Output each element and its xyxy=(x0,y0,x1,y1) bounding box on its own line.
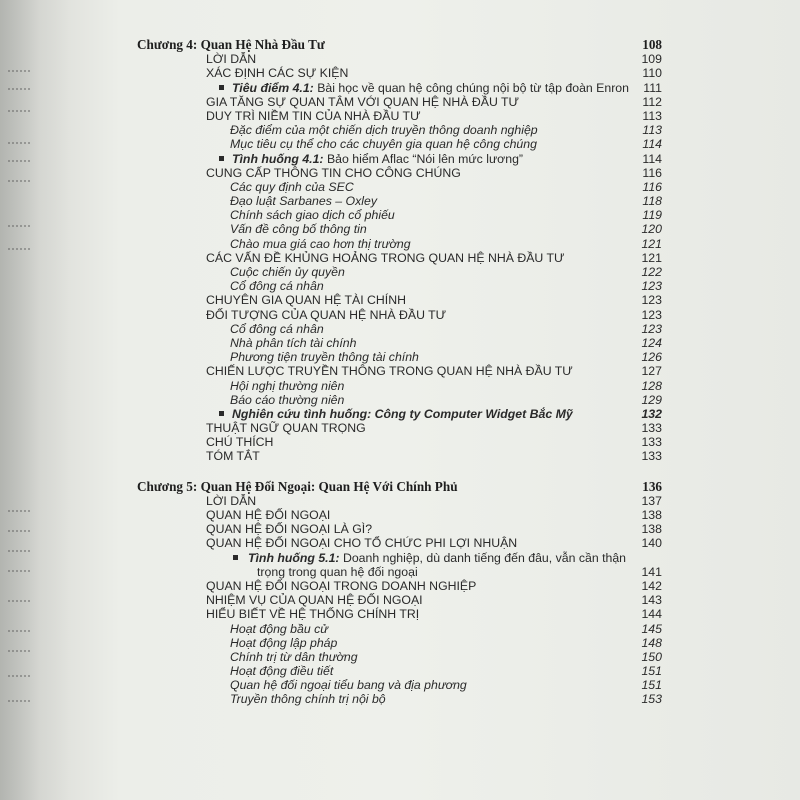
toc-entry-page: 133 xyxy=(641,449,662,464)
toc-entry-title xyxy=(230,222,367,236)
toc-entry-page: 123 xyxy=(641,293,662,308)
toc-entry-title xyxy=(206,435,273,449)
toc-entry-page: 111 xyxy=(643,80,662,95)
toc-entry-text: HIỂU BIẾT VỀ HỆ THỐNG CHÍNH TRỊ xyxy=(206,607,420,622)
toc-entry-title xyxy=(206,607,419,621)
toc-entry-title xyxy=(230,379,344,393)
toc-entry-text: LỜI DẪN xyxy=(206,493,257,508)
toc-entry-title xyxy=(206,52,256,66)
toc-entry-title xyxy=(230,393,344,407)
toc-entry-title xyxy=(230,350,419,364)
toc-entry-text: Cổ đông cá nhân xyxy=(230,321,324,336)
toc-entry-title xyxy=(206,95,519,109)
toc-entry xyxy=(137,650,662,664)
toc-entry xyxy=(137,123,662,137)
toc-entry-page: 114 xyxy=(642,151,662,166)
chapter-4-entries xyxy=(137,52,662,463)
toc-entry-title xyxy=(230,664,333,678)
toc-entry xyxy=(137,593,662,607)
toc-entry-page: 112 xyxy=(642,94,662,109)
square-bullet-icon xyxy=(219,85,224,90)
toc-entry-title xyxy=(230,336,356,350)
toc-entry-text: Các quy định của SEC xyxy=(230,179,354,194)
toc-entry-text: QUAN HỆ ĐỐI NGOẠI xyxy=(206,508,331,522)
toc-entry-title xyxy=(230,322,324,336)
toc-entry-title xyxy=(230,622,328,636)
toc-entry-title xyxy=(206,421,366,435)
toc-entry xyxy=(137,336,662,350)
toc-entry-title xyxy=(257,565,418,579)
chapter-5-entries xyxy=(137,494,662,707)
toc-entry-text: Hoạt động điều tiết xyxy=(230,664,334,679)
toc-entry-text: Cổ đông cá nhân xyxy=(230,279,324,294)
square-bullet-icon xyxy=(219,411,224,416)
toc-entry xyxy=(137,364,662,378)
toc-entry-text: Cuộc chiến ủy quyền xyxy=(230,265,345,279)
toc-entry-text: XÁC ĐỊNH CÁC SỰ KIỆN xyxy=(206,66,349,81)
toc-entry-page: 124 xyxy=(641,335,662,350)
toc-entry-text: CHÚ THÍCH xyxy=(206,435,274,450)
toc-entry-text: Bài học về quan hệ công chúng nội bộ từ tập đoàn Enron xyxy=(313,80,629,95)
toc-entry xyxy=(137,421,662,435)
toc-entry-page: 127 xyxy=(641,364,662,379)
toc-entry-page: 110 xyxy=(642,66,662,81)
toc-entry xyxy=(137,137,662,151)
toc-entry-title xyxy=(206,536,517,550)
facing-page-mark xyxy=(8,590,30,602)
toc-entry xyxy=(137,293,662,307)
toc-entry-text: DUY TRÌ NIỀM TIN CỦA NHÀ ĐẦU TƯ xyxy=(206,108,421,123)
toc-entry-title xyxy=(230,123,538,137)
toc-entry-page: 129 xyxy=(641,392,662,407)
toc-entry-page: 153 xyxy=(641,692,662,707)
toc-entry-text: Đặc điểm của một chiến dịch truyền thông doanh nghiệp xyxy=(230,123,538,138)
toc-entry-text: Phương tiện truyền thông tài chính xyxy=(230,350,419,365)
toc-entry xyxy=(137,194,662,208)
facing-page-mark xyxy=(8,520,30,532)
toc-entry-page: 120 xyxy=(641,222,662,237)
chapter-title: Chương 5: Quan Hệ Đối Ngoại: Quan Hệ Với Chính Phủ xyxy=(137,478,458,494)
toc-entry xyxy=(137,350,662,364)
toc-entry-page: 138 xyxy=(641,522,662,537)
toc-entry-title xyxy=(206,522,372,536)
toc-entry xyxy=(137,449,662,463)
toc-entry-text: Doanh nghiệp, dù danh tiếng đến đâu, vẫn cần thận xyxy=(339,550,627,565)
toc-entry-text: NHIỆM VỤ CỦA QUAN HỆ ĐỐI NGOẠI xyxy=(206,593,423,608)
toc-entry-text: Vấn đề công bố thông tin xyxy=(230,222,367,237)
toc-entry xyxy=(137,95,662,109)
toc-entry-page: 143 xyxy=(641,593,662,608)
toc-entry-title xyxy=(230,265,345,279)
toc-entry-title xyxy=(230,137,537,151)
toc-entry-page: 148 xyxy=(641,635,662,650)
toc-entry-text: ĐỐI TƯỢNG CỦA QUAN HỆ NHÀ ĐẦU TƯ xyxy=(206,307,447,322)
toc-entry-title xyxy=(230,678,467,692)
toc-entry-text: TÓM TẮT xyxy=(206,449,260,464)
toc-entry-page: 116 xyxy=(642,165,662,180)
facing-page-mark xyxy=(8,560,30,572)
toc-entry-text: LỜI DẪN xyxy=(206,52,257,67)
toc-entry-page: 133 xyxy=(641,435,662,450)
toc-entry-text: Truyền thông chính trị nội bộ xyxy=(230,692,386,707)
toc-entry xyxy=(137,152,662,166)
toc-entry xyxy=(137,52,662,66)
toc-entry-page: 137 xyxy=(641,493,662,508)
toc-entry-title xyxy=(206,579,476,593)
toc-entry-title xyxy=(230,279,324,293)
toc-entry-text: Quan hệ đối ngoại tiểu bang và địa phương xyxy=(230,678,467,693)
toc-entry xyxy=(137,607,662,621)
toc-entry-page: 142 xyxy=(641,578,662,593)
chapter-page: 136 xyxy=(642,478,662,494)
toc-entry xyxy=(137,508,662,522)
toc-entry-text: Bảo hiểm Aflac “Nói lên mức lương” xyxy=(323,151,524,166)
toc-entry xyxy=(137,180,662,194)
toc-entry xyxy=(137,678,662,692)
toc-entry xyxy=(137,536,662,550)
toc-entry-title xyxy=(219,407,573,421)
toc-entry-title xyxy=(233,551,626,565)
toc-entry-text: Chính sách giao dịch cổ phiếu xyxy=(230,208,395,223)
toc-entry-title xyxy=(230,180,354,194)
facing-page-bleed xyxy=(0,0,70,800)
facing-page-mark xyxy=(8,690,30,702)
toc-entry-page: 122 xyxy=(641,265,662,279)
chapter-page: 108 xyxy=(642,37,662,52)
toc-entry-text: trọng trong quan hệ đối ngoại xyxy=(257,564,418,579)
toc-entry-title xyxy=(206,166,461,180)
toc-entry-title xyxy=(206,308,446,322)
toc-entry xyxy=(137,322,662,336)
toc-entry-text: Hoạt động bầu cử xyxy=(230,621,329,636)
facing-page-mark xyxy=(8,665,30,677)
square-bullet-icon xyxy=(233,555,238,560)
toc-entry-text: Chính trị từ dân thường xyxy=(230,649,358,664)
facing-page-mark xyxy=(8,150,30,162)
toc-entry-text: Mục tiêu cụ thể cho các chuyên gia quan hệ công chúng xyxy=(230,137,537,152)
toc-entry-page: 145 xyxy=(641,621,662,636)
toc-entry-title xyxy=(206,508,330,522)
toc-entry xyxy=(137,622,662,636)
toc-entry-label: Tình huống 5.1: xyxy=(248,550,340,565)
toc-entry-page: 113 xyxy=(642,123,662,138)
toc-entry-text: Hội nghị thường niên xyxy=(230,378,345,393)
table-of-contents xyxy=(137,38,662,707)
toc-entry-text: CUNG CẤP THÔNG TIN CHO CÔNG CHÚNG xyxy=(206,165,461,180)
toc-entry-text: Chào mua giá cao hơn thị trường xyxy=(230,236,411,251)
toc-entry-title xyxy=(206,593,423,607)
toc-entry-page: 140 xyxy=(641,536,662,551)
chapter-title: Chương 4: Quan Hệ Nhà Đầu Tư xyxy=(137,37,325,52)
toc-entry-page: 118 xyxy=(642,194,662,209)
toc-entry xyxy=(137,237,662,251)
toc-entry-label: Tiêu điểm 4.1: xyxy=(232,80,314,95)
toc-entry xyxy=(137,494,662,508)
chapter-4-heading xyxy=(137,38,662,52)
toc-entry xyxy=(137,66,662,80)
toc-entry xyxy=(137,222,662,236)
toc-entry-text: CHIẾN LƯỢC TRUYỀN THÔNG TRONG QUAN HỆ NHÀ ĐẦU TƯ xyxy=(206,364,573,379)
square-bullet-icon xyxy=(219,156,224,161)
toc-entry-text: QUAN HỆ ĐỐI NGOẠI LÀ GÌ? xyxy=(206,522,373,537)
toc-entry-text: Nhà phân tích tài chính xyxy=(230,335,357,350)
toc-entry-page: 126 xyxy=(641,350,662,365)
toc-entry xyxy=(137,664,662,678)
facing-page-mark xyxy=(8,60,30,72)
toc-entry xyxy=(137,81,662,95)
toc-entry xyxy=(137,379,662,393)
facing-page-mark xyxy=(8,170,30,182)
toc-entry-text: QUAN HỆ ĐỐI NGOẠI CHO TỔ CHỨC PHI LỢI NHUẬN xyxy=(206,536,518,551)
toc-entry xyxy=(137,251,662,265)
toc-entry-page: 150 xyxy=(641,649,662,664)
facing-page-mark xyxy=(8,78,30,90)
toc-entry-text: GIA TĂNG SỰ QUAN TÂM VỚI QUAN HỆ NHÀ ĐẦU TƯ xyxy=(206,94,520,109)
toc-entry-page: 114 xyxy=(642,137,662,152)
toc-entry xyxy=(137,166,662,180)
toc-entry-page: 138 xyxy=(641,508,662,522)
toc-entry-title xyxy=(230,194,377,208)
toc-entry-title xyxy=(230,650,358,664)
toc-entry-page: 128 xyxy=(641,378,662,393)
toc-entry-title xyxy=(206,109,421,123)
toc-entry-page: 141 xyxy=(641,564,662,579)
toc-entry-page: 123 xyxy=(641,321,662,336)
toc-entry-page: 132 xyxy=(641,406,662,421)
toc-entry-text: THUẬT NGỮ QUAN TRỌNG xyxy=(206,421,366,436)
toc-entry-text: CÁC VẤN ĐỀ KHỦNG HOẢNG TRONG QUAN HỆ NHÀ ĐẦU TƯ xyxy=(206,250,565,265)
toc-entry-title xyxy=(206,251,565,265)
toc-entry-label: Tình huống 4.1: xyxy=(232,151,324,166)
toc-entry xyxy=(137,579,662,593)
toc-entry xyxy=(137,308,662,322)
facing-page-mark xyxy=(8,100,30,112)
toc-entry-text: Đạo luật Sarbanes – Oxley xyxy=(230,194,377,209)
facing-page-mark xyxy=(8,132,30,144)
toc-entry-page: 123 xyxy=(641,279,662,294)
toc-entry-page: 151 xyxy=(641,664,662,679)
toc-entry-page: 123 xyxy=(641,307,662,322)
facing-page-mark xyxy=(8,540,30,552)
toc-entry-text: QUAN HỆ ĐỐI NGOẠI TRONG DOANH NGHIỆP xyxy=(206,578,477,593)
toc-entry-title xyxy=(206,293,406,307)
toc-entry-title xyxy=(206,66,348,80)
toc-entry-title xyxy=(230,692,386,706)
toc-entry xyxy=(137,208,662,222)
toc-entry-text: CHUYÊN GIA QUAN HỆ TÀI CHÍNH xyxy=(206,293,406,308)
toc-entry xyxy=(137,522,662,536)
chapter-5-heading xyxy=(137,480,662,494)
toc-entry xyxy=(137,109,662,123)
toc-entry xyxy=(137,393,662,407)
toc-entry xyxy=(137,279,662,293)
toc-entry-text: Hoạt động lập pháp xyxy=(230,635,338,650)
toc-entry-title xyxy=(219,152,523,166)
toc-entry-title xyxy=(230,636,337,650)
facing-page-mark xyxy=(8,215,30,227)
toc-entry-page: 121 xyxy=(641,236,662,251)
toc-entry-title xyxy=(206,449,260,463)
toc-entry-title xyxy=(230,237,411,251)
toc-entry-page: 113 xyxy=(642,108,662,123)
toc-entry-title xyxy=(219,81,629,95)
toc-entry xyxy=(137,551,662,565)
facing-page-mark xyxy=(8,640,30,652)
toc-entry-page: 116 xyxy=(642,179,662,194)
toc-entry-text: Báo cáo thường niên xyxy=(230,392,345,407)
toc-entry-page: 109 xyxy=(641,52,662,67)
facing-page-mark xyxy=(8,500,30,512)
toc-entry-text: Nghiên cứu tình huống: Công ty Computer Widget Bắc Mỹ xyxy=(232,406,573,421)
toc-entry-page: 133 xyxy=(641,421,662,436)
toc-entry-page: 119 xyxy=(642,208,662,223)
toc-entry xyxy=(137,692,662,706)
toc-entry-title xyxy=(206,364,573,378)
toc-entry xyxy=(137,636,662,650)
facing-page-mark xyxy=(8,238,30,250)
facing-page-mark xyxy=(8,620,30,632)
toc-entry-title xyxy=(206,494,256,508)
toc-entry-title xyxy=(230,208,395,222)
toc-entry xyxy=(137,407,662,421)
toc-entry xyxy=(137,265,662,279)
toc-entry xyxy=(137,565,662,579)
toc-entry xyxy=(137,435,662,449)
toc-entry-page: 121 xyxy=(641,250,662,265)
toc-entry-page: 144 xyxy=(641,607,662,622)
toc-entry-page: 151 xyxy=(641,678,662,693)
